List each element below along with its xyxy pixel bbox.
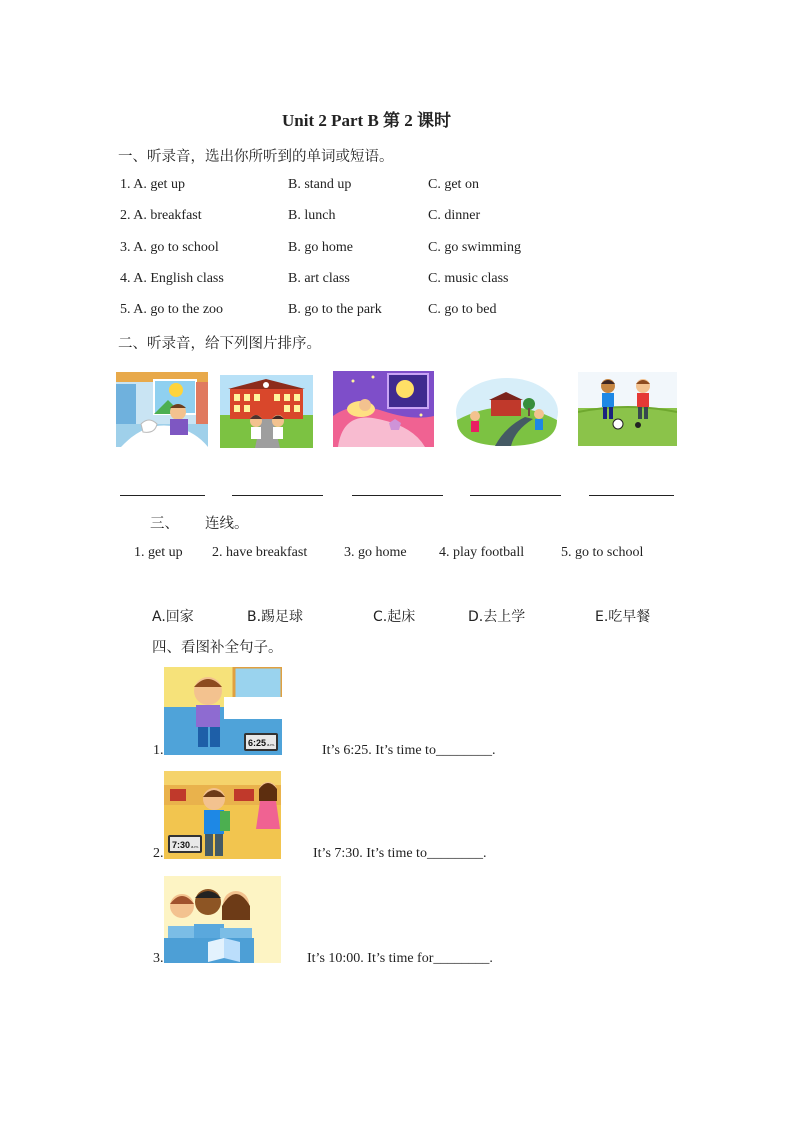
boy-getting-up-picture [164, 667, 282, 755]
match-phrase-3: 3. go home [344, 545, 407, 560]
school-building-picture [220, 375, 313, 448]
q2-option-b: B. lunch [288, 208, 336, 223]
order-answer-line-5[interactable] [589, 495, 674, 496]
order-answer-line-1[interactable] [120, 495, 205, 496]
clock-suffix-1: a.m. [267, 742, 275, 747]
sentence-2-number: 2. [153, 846, 164, 861]
section-4-heading: 四、看图补全句子。 [152, 640, 283, 656]
walking-to-school-picture [455, 372, 558, 447]
match-phrase-1: 1. get up [134, 545, 183, 560]
playing-football-picture [578, 372, 677, 446]
q5-option-c: C. go to bed [428, 302, 497, 317]
sentence-2-text: It’s 7:30. It’s time to [313, 846, 427, 861]
match-meaning-c: C.起床 [373, 609, 416, 625]
order-answer-line-4[interactable] [470, 495, 561, 496]
sentence-3-number: 3. [153, 951, 164, 966]
q3-option-a: 3. A. go to school [120, 240, 219, 255]
match-meaning-a: A.回家 [152, 609, 194, 625]
sleeping-picture [333, 371, 434, 447]
page-title: Unit 2 Part B 第 2 课时 [282, 111, 452, 130]
sentence-3-blank[interactable]: ________ [433, 951, 490, 966]
clock-time-1: 6:25 [248, 738, 267, 748]
q1-option-b: B. stand up [288, 177, 352, 192]
sentence-3 [307, 951, 493, 967]
sentence-3-text: It’s 10:00. It’s time for [307, 951, 434, 966]
q3-option-b: B. go home [288, 240, 353, 255]
q4-option-c: C. music class [428, 271, 509, 286]
q4-option-a: 4. A. English class [120, 271, 224, 286]
clock-time-2: 7:30 [172, 840, 191, 850]
boy-going-to-school-picture [164, 771, 281, 859]
match-phrase-4: 4. play football [439, 545, 525, 560]
sentence-1-blank[interactable]: ________ [435, 743, 492, 758]
sentence-1 [322, 743, 495, 759]
sentence-1-number: 1. [153, 743, 164, 758]
sentence-1-end: . [491, 743, 496, 758]
q2-option-a: 2. A. breakfast [120, 208, 202, 223]
clock-suffix-2: a.m. [191, 844, 199, 849]
sentence-2-end: . [482, 846, 487, 861]
waking-up-picture [116, 372, 208, 447]
q5-option-b: B. go to the park [288, 302, 382, 317]
sentence-1-text: It’s 6:25. It’s time to [322, 743, 436, 758]
sentence-3-end: . [489, 951, 493, 966]
q2-option-c: C. dinner [428, 208, 481, 223]
match-meaning-b: B.踢足球 [247, 609, 304, 625]
section-2-heading: 二、听录音，给下列图片排序。 [118, 336, 321, 352]
order-answer-line-3[interactable] [352, 495, 443, 496]
match-meaning-e: E.吃早餐 [595, 609, 651, 625]
section-1-heading: 一、听录音，选出你所听到的单词或短语。 [118, 149, 394, 165]
q5-option-a: 5. A. go to the zoo [120, 302, 224, 317]
section-3-heading: 连线。 [205, 516, 249, 532]
section-3-heading-number: 三、 [150, 516, 179, 532]
match-meaning-d: D.去上学 [468, 609, 526, 625]
q3-option-c: C. go swimming [428, 240, 521, 255]
match-phrase-5: 5. go to school [561, 545, 644, 560]
sentence-2-blank[interactable]: ________ [426, 846, 483, 861]
children-reading-picture [164, 876, 281, 963]
match-phrase-2: 2. have breakfast [212, 545, 308, 560]
q1-option-a: 1. A. get up [120, 177, 185, 192]
sentence-2 [313, 846, 486, 862]
order-answer-line-2[interactable] [232, 495, 323, 496]
q4-option-b: B. art class [288, 271, 350, 286]
q1-option-c: C. get on [428, 177, 479, 192]
